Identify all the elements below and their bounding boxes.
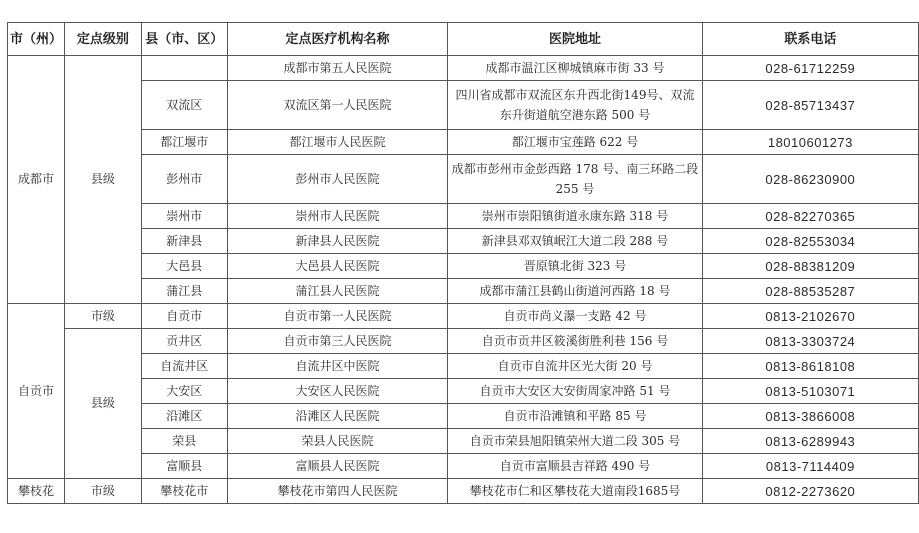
level-cell: 市级 [65, 304, 142, 329]
phone-cell: 028-82553034 [702, 229, 918, 254]
hospital-cell: 成都市第五人民医院 [227, 56, 448, 81]
county-cell: 彭州市 [141, 155, 227, 204]
table-row [8, 454, 919, 479]
address-cell: 晋原镇北街 323 号 [448, 254, 702, 279]
level-cell: 市级 [65, 479, 142, 504]
phone-cell: 0813-2102670 [702, 304, 918, 329]
header-city: 市（州） [8, 23, 65, 56]
address-cell: 自贡市沿滩镇和平路 85 号 [448, 404, 702, 429]
address-cell: 自贡市富顺县吉祥路 490 号 [448, 454, 702, 479]
phone-cell: 0813-7114409 [702, 454, 918, 479]
header-county: 县（市、区） [141, 23, 227, 56]
table-row [8, 429, 919, 454]
address-cell: 自贡市尚义瀑一支路 42 号 [448, 304, 702, 329]
table-row [8, 279, 919, 304]
hospital-cell: 新津县人民医院 [227, 229, 448, 254]
hospital-cell: 攀枝花市第四人民医院 [227, 479, 448, 504]
address-cell: 自贡市荣县旭阳镇荣州大道二段 305 号 [448, 429, 702, 454]
address-cell: 自贡市大安区大安街周家冲路 51 号 [448, 379, 702, 404]
address-cell: 自贡市贡井区筱溪街胜利巷 156 号 [448, 329, 702, 354]
phone-cell: 028-88381209 [702, 254, 918, 279]
county-cell: 都江堰市 [141, 130, 227, 155]
hospital-cell: 沿滩区人民医院 [227, 404, 448, 429]
county-cell: 大邑县 [141, 254, 227, 279]
phone-cell: 028-88535287 [702, 279, 918, 304]
county-cell: 沿滩区 [141, 404, 227, 429]
county-cell: 双流区 [141, 81, 227, 130]
county-cell: 自贡市 [141, 304, 227, 329]
hospital-cell: 大邑县人民医院 [227, 254, 448, 279]
phone-cell: 0812-2273620 [702, 479, 918, 504]
phone-cell: 0813-3303724 [702, 329, 918, 354]
header-row [8, 23, 919, 56]
county-cell: 贡井区 [141, 329, 227, 354]
address-cell: 成都市蒲江县鹤山街道河西路 18 号 [448, 279, 702, 304]
county-cell [141, 56, 227, 81]
address-cell: 自贡市自流井区光大街 20 号 [448, 354, 702, 379]
phone-cell: 18010601273 [702, 130, 918, 155]
hospital-cell: 富顺县人民医院 [227, 454, 448, 479]
county-cell: 荣县 [141, 429, 227, 454]
table-row [8, 304, 919, 329]
table-row [8, 329, 919, 354]
table-row [8, 130, 919, 155]
header-hospital: 定点医疗机构名称 [227, 23, 448, 56]
county-cell: 大安区 [141, 379, 227, 404]
phone-cell: 0813-5103071 [702, 379, 918, 404]
phone-cell: 028-86230900 [702, 155, 918, 204]
hospital-cell: 双流区第一人民医院 [227, 81, 448, 130]
hospital-cell: 彭州市人民医院 [227, 155, 448, 204]
header-level: 定点级别 [65, 23, 142, 56]
hospital-cell: 自贡市第一人民医院 [227, 304, 448, 329]
table-row [8, 254, 919, 279]
table-row [8, 155, 919, 204]
address-cell: 成都市温江区柳城镇麻市街 33 号 [448, 56, 702, 81]
hospital-cell: 自贡市第三人民医院 [227, 329, 448, 354]
level-cell: 县级 [65, 329, 142, 479]
table-row [8, 56, 919, 81]
header-phone: 联系电话 [702, 23, 918, 56]
hospital-cell: 蒲江县人民医院 [227, 279, 448, 304]
hospital-cell: 荣县人民医院 [227, 429, 448, 454]
level-cell: 县级 [65, 56, 142, 304]
table-row [8, 479, 919, 504]
address-cell: 崇州市崇阳镇街道永康东路 318 号 [448, 204, 702, 229]
city-cell: 自贡市 [8, 304, 65, 479]
county-cell: 蒲江县 [141, 279, 227, 304]
address-cell: 成都市彭州市金彭西路 178 号、南三环路二段 255 号 [448, 155, 702, 204]
table-row [8, 379, 919, 404]
address-cell: 四川省成都市双流区东升西北街149号、双流东升街道航空港东路 500 号 [448, 81, 702, 130]
hospital-cell: 都江堰市人民医院 [227, 130, 448, 155]
address-cell: 新津县邓双镇岷江大道二段 288 号 [448, 229, 702, 254]
county-cell: 富顺县 [141, 454, 227, 479]
table-row [8, 404, 919, 429]
county-cell: 新津县 [141, 229, 227, 254]
table-row [8, 204, 919, 229]
address-cell: 都江堰市宝莲路 622 号 [448, 130, 702, 155]
phone-cell: 028-82270365 [702, 204, 918, 229]
hospital-table [7, 22, 919, 504]
table-row [8, 229, 919, 254]
hospital-cell: 崇州市人民医院 [227, 204, 448, 229]
city-cell: 成都市 [8, 56, 65, 304]
hospital-cell: 自流井区中医院 [227, 354, 448, 379]
phone-cell: 028-61712259 [702, 56, 918, 81]
phone-cell: 028-85713437 [702, 81, 918, 130]
table-row [8, 354, 919, 379]
address-cell: 攀枝花市仁和区攀枝花大道南段1685号 [448, 479, 702, 504]
city-cell: 攀枝花 [8, 479, 65, 504]
phone-cell: 0813-3866008 [702, 404, 918, 429]
table-row [8, 81, 919, 130]
county-cell: 攀枝花市 [141, 479, 227, 504]
header-address: 医院地址 [448, 23, 702, 56]
county-cell: 自流井区 [141, 354, 227, 379]
phone-cell: 0813-8618108 [702, 354, 918, 379]
phone-cell: 0813-6289943 [702, 429, 918, 454]
hospital-cell: 大安区人民医院 [227, 379, 448, 404]
county-cell: 崇州市 [141, 204, 227, 229]
